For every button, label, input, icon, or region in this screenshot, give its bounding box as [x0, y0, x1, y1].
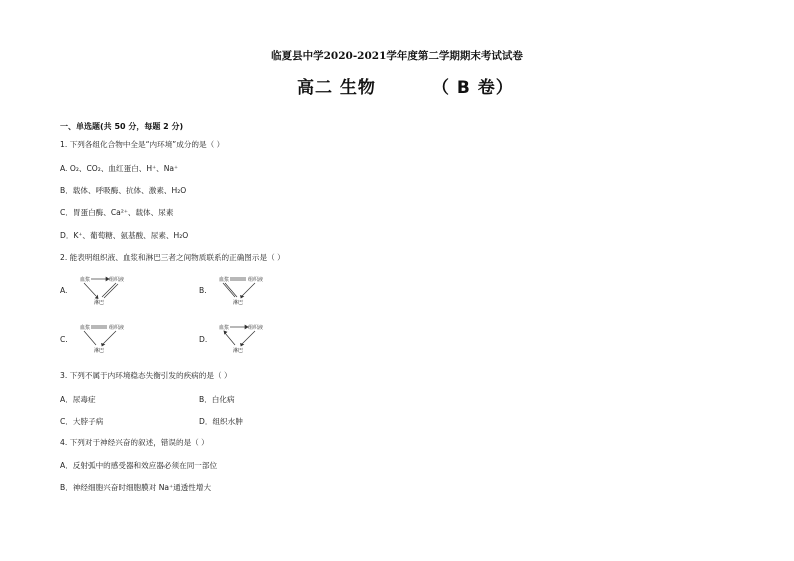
diagram-label-lymph: 淋巴: [94, 300, 105, 306]
question-2-diagram-c: [76, 322, 156, 372]
diagram-label-plasma: 血浆: [80, 277, 91, 283]
question-1-option-b: B．载体、呼吸酶、抗体、激素、H₂O: [60, 186, 187, 195]
school-exam-title: 临夏县中学2020-2021学年度第二学期期末考试试卷: [271, 50, 523, 62]
question-4-option-b: B．神经细胞兴奋时细胞膜对 Na⁺通透性增大: [60, 483, 212, 492]
diagram-label-plasma: 血浆: [219, 325, 230, 331]
question-3-option-b: B．白化病: [199, 395, 235, 404]
diagram-label-tissue-fluid: 组织液: [109, 277, 125, 283]
question-3-option-a: A．尿毒症: [60, 395, 96, 404]
question-3-option-d: D．组织水肿: [199, 417, 243, 426]
diagram-label-lymph: 淋巴: [94, 348, 105, 354]
question-1-stem: 1. 下列各组化合物中全是“内环境”成分的是（ ）: [60, 140, 225, 149]
diagram-label-tissue-fluid: 组织液: [248, 325, 264, 331]
section-heading: 一、单选题(共 50 分，每题 2 分): [60, 122, 184, 131]
question-1-option-c: C．胃蛋白酶、Ca²⁺、载体、尿素: [60, 208, 174, 217]
diagram-label-tissue-fluid: 组织液: [248, 277, 264, 283]
diagram-label-tissue-fluid: 组织液: [109, 325, 125, 331]
diagram-label-lymph: 淋巴: [233, 348, 244, 354]
diagram-label-plasma: 血浆: [80, 325, 91, 331]
question-3-option-c: C．大脖子病: [60, 417, 104, 426]
subject-title: 高二 生物: [297, 78, 376, 98]
question-2-option-c-marker: C.: [60, 335, 68, 344]
question-2-option-d-marker: D.: [199, 335, 208, 344]
diagram-label-plasma: 血浆: [219, 277, 230, 283]
question-2-diagram-b: [215, 274, 295, 324]
diagram-label-lymph: 淋巴: [233, 300, 244, 306]
question-2-option-b-marker: B.: [199, 286, 207, 295]
question-3-stem: 3. 下列不属于内环境稳态失衡引发的疾病的是（ ）: [60, 371, 232, 380]
question-1-option-d: D．K⁺、葡萄糖、氨基酸、尿素、H₂O: [60, 231, 189, 240]
question-4-stem: 4. 下列对于神经兴奋的叙述，错误的是（ ）: [60, 438, 209, 447]
question-1-option-a: A. O₂、CO₂、血红蛋白、H⁺、Na⁺: [60, 164, 179, 173]
paper-edition: （ B 卷）: [432, 78, 514, 98]
question-2-option-a-marker: A.: [60, 286, 68, 295]
question-2-stem: 2. 能表明组织液、血浆和淋巴三者之间物质联系的正确图示是（ ）: [60, 253, 285, 262]
question-2-diagram-a: [76, 274, 156, 324]
question-2-diagram-d: [215, 322, 295, 372]
question-4-option-a: A．反射弧中的感受器和效应器必须在同一部位: [60, 461, 218, 470]
